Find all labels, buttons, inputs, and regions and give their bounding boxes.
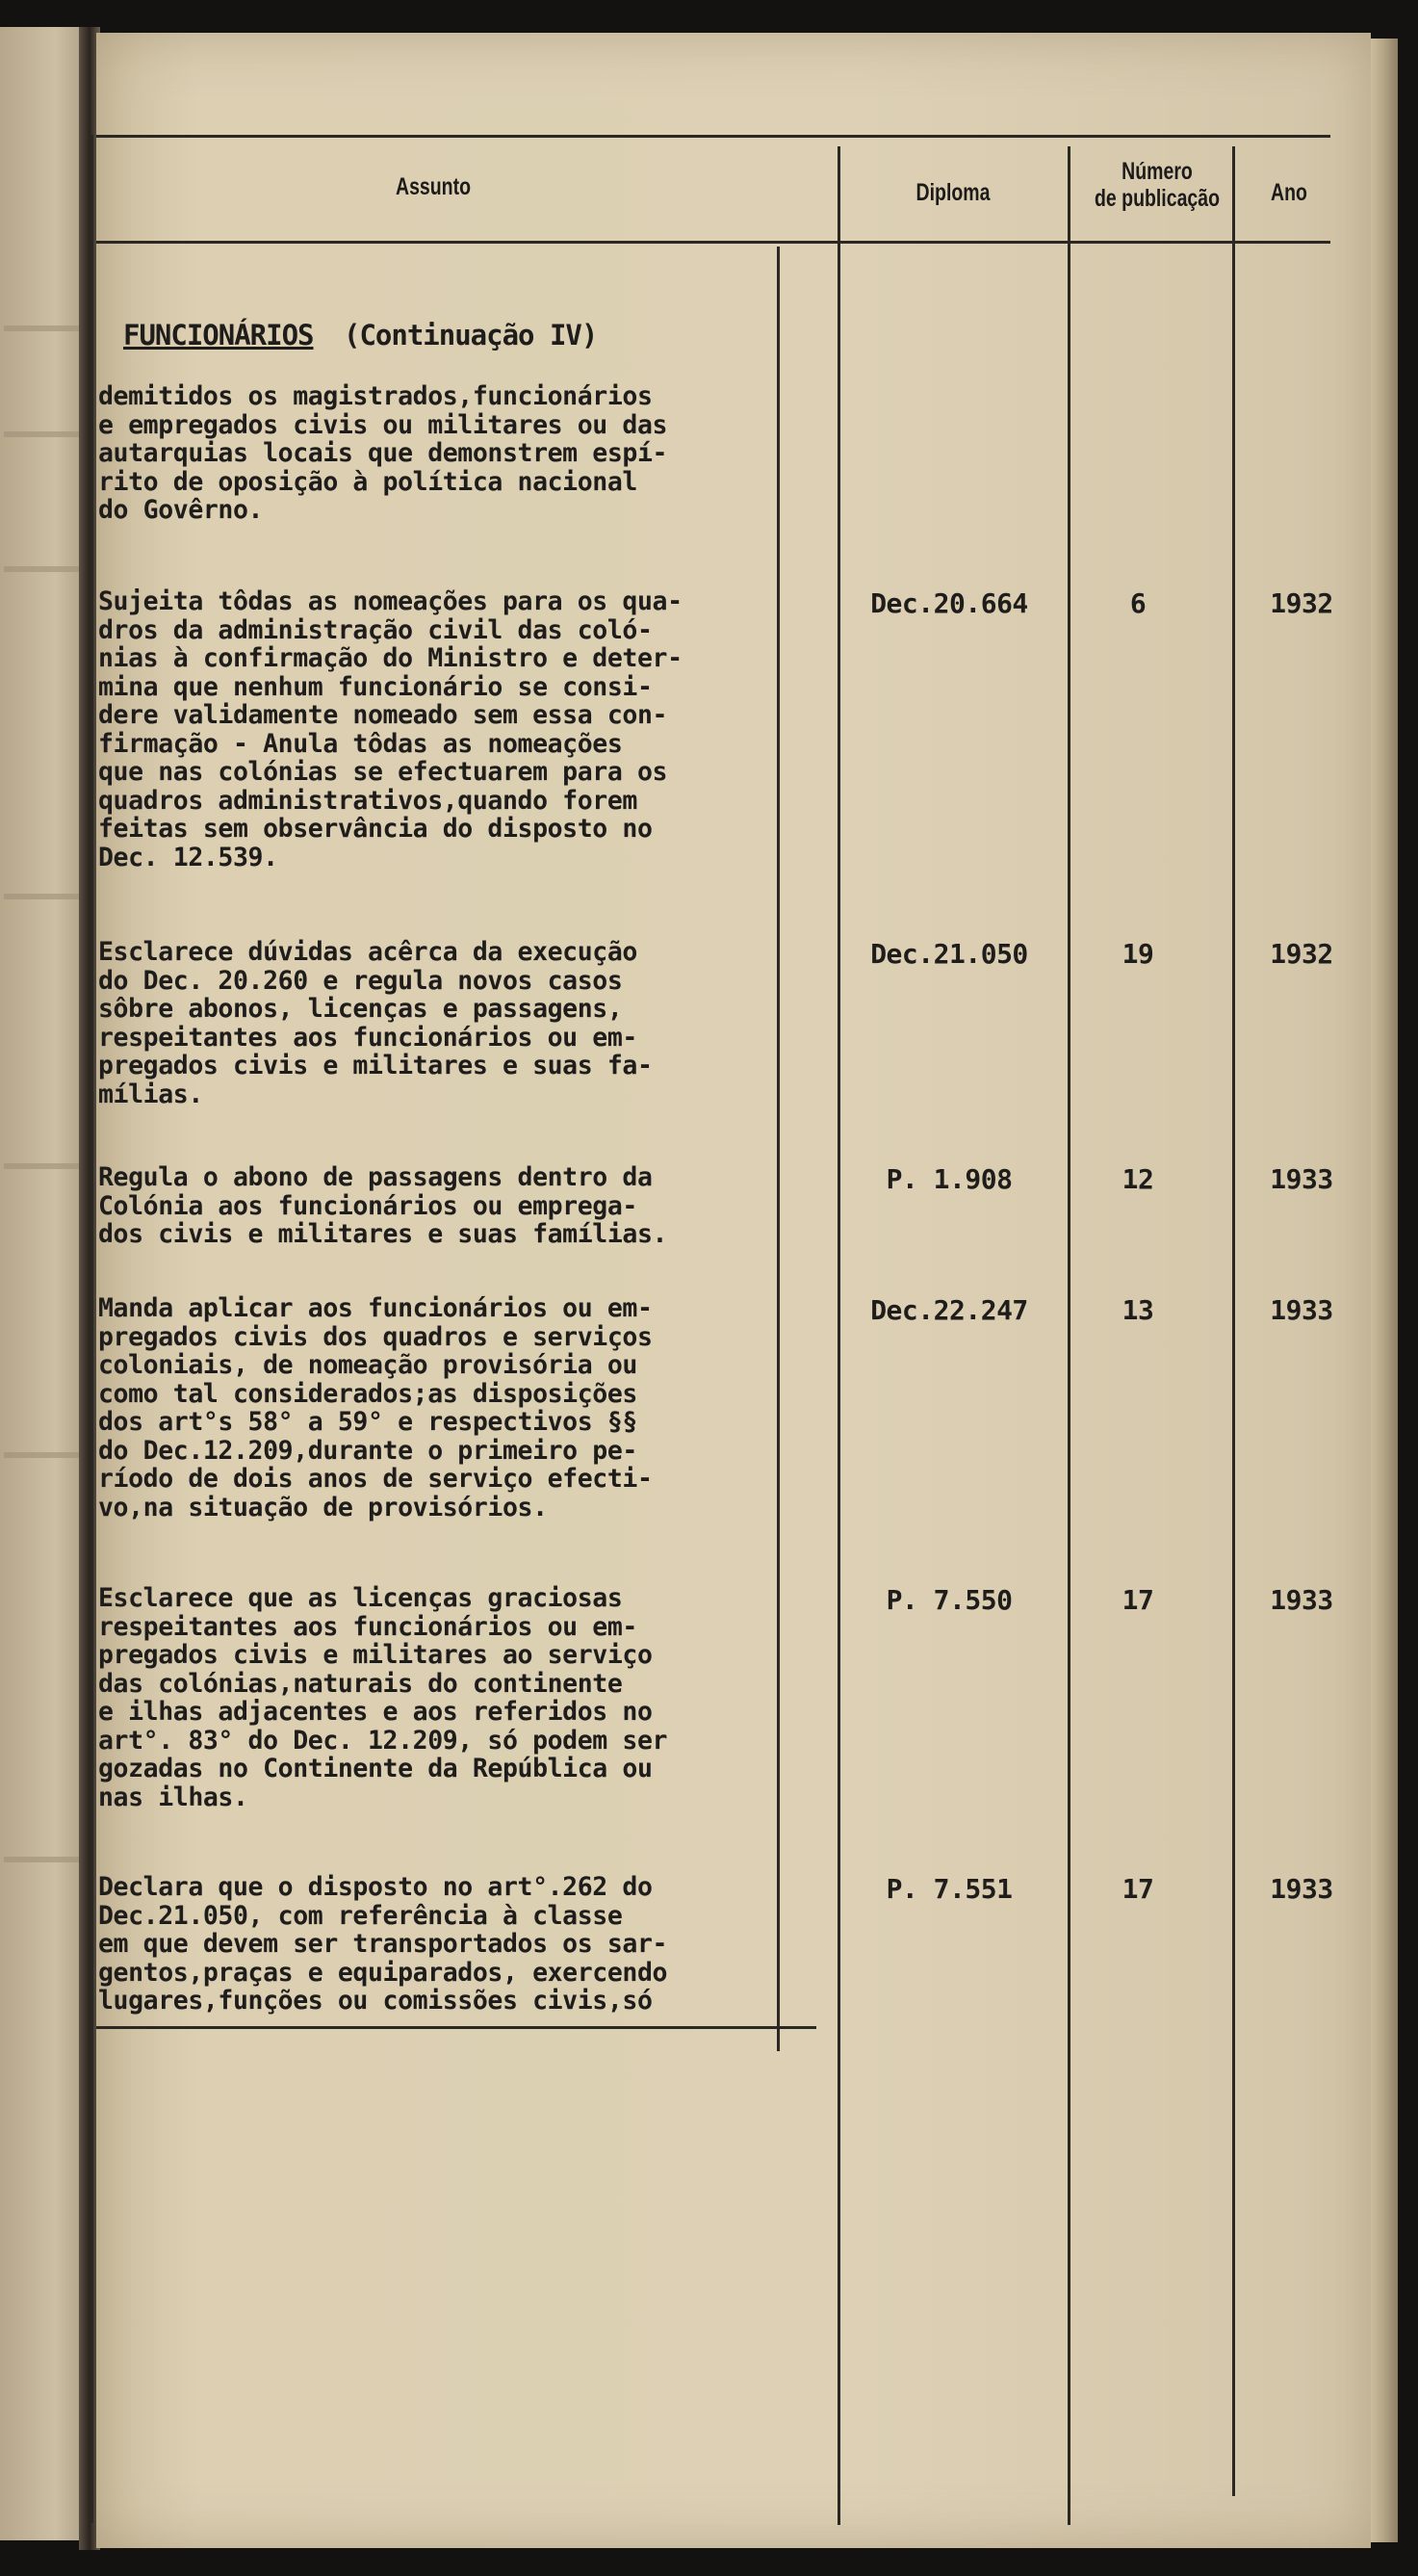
- entry-subject: Regula o abono de passagens dentro da Colónia aos funcionários ou emprega- dos civis e militares e suas famílias.: [98, 1162, 668, 1249]
- section-topic: FUNCIONÁRIOS: [123, 319, 314, 351]
- section-heading: [123, 319, 739, 351]
- entry-subject: Declara que o disposto no art°.262 do Dec.21.050, com referência à classe em que devem ser transportados os sar- gentos,praças e equiparados, exercendo lugares,funções ou comissões civis,só: [98, 1872, 668, 2016]
- entry-year: 1932: [1270, 938, 1333, 970]
- section-continuation: (Continuação IV): [343, 319, 598, 351]
- entry-year: 1933: [1270, 1294, 1333, 1326]
- entry-publication-number: 17: [1122, 1873, 1154, 1905]
- entry-publication-number: 19: [1122, 938, 1154, 970]
- column-divider-diploma: [838, 146, 840, 2525]
- table-header-bottom-rule: [96, 241, 1330, 244]
- header-ano: Ano: [1271, 179, 1307, 206]
- entry-subject: Esclarece que as licenças graciosas respeitantes aos funcionários ou em- pregados civis e militares ao serviço das colónias,naturais do continente e ilhas adjacentes e aos referidos no art°. 83° do Dec. 12.209, só podem ser gozadas no Continente da República ou nas ilhas.: [98, 1583, 668, 1812]
- entry-diploma: Dec.20.664: [870, 587, 1028, 619]
- header-diploma: Diploma: [915, 179, 991, 206]
- header-assunto: Assunto: [396, 173, 471, 200]
- table-top-rule: [96, 135, 1330, 138]
- entry-year: 1933: [1270, 1163, 1333, 1195]
- entry-diploma: P. 7.550: [886, 1584, 1013, 1616]
- entries-end-rule: [96, 2026, 816, 2029]
- entry-publication-number: 6: [1129, 587, 1147, 619]
- entry-diploma: P. 1.908: [886, 1163, 1013, 1195]
- entry-publication-number: 13: [1122, 1294, 1154, 1326]
- page-stack-edge: [1371, 39, 1398, 2542]
- entry-diploma: Dec.21.050: [870, 938, 1028, 970]
- entry-publication-number: 12: [1122, 1163, 1154, 1195]
- column-divider-left-margin: [90, 135, 93, 2523]
- entry-diploma: Dec.22.247: [870, 1294, 1028, 1326]
- entry-publication-number: 17: [1122, 1584, 1154, 1616]
- entry-subject: Esclarece dúvidas acêrca da execução do Dec. 20.260 e regula novos casos sôbre abonos, licenças e passagens, respeitantes aos funcionários ou em- pregados civis e militares e suas fa- mílias.: [98, 937, 653, 1109]
- entry-year: 1933: [1270, 1584, 1333, 1616]
- entry-year: 1933: [1270, 1873, 1333, 1905]
- entry-diploma: P. 7.551: [886, 1873, 1013, 1905]
- entry-year: 1932: [1270, 587, 1333, 619]
- entry-subject: Manda aplicar aos funcionários ou em- pregados civis dos quadros e serviços coloniais, de nomeação provisória ou como tal considerados;as disposições dos art°s 58° a 59° e respectivos §§ do Dec.12.209,durante o primeiro pe- ríodo de dois anos de serviço efecti- vo,na situação de provisórios.: [98, 1293, 653, 1522]
- header-numero: Número de publicação: [1094, 158, 1221, 212]
- entry-subject: demitidos os magistrados,funcionários e empregados civis ou militares ou das autarquias locais que demonstrem espí- rito de oposição à política nacional do Govêrno.: [98, 381, 668, 525]
- entry-subject: Sujeita tôdas as nomeações para os qua- dros da administração civil das coló- nias à confirmação do Ministro e deter- mina que nenhum funcionário se consi- dere validamente nomeado sem essa con- firmação - Anula tôdas as nomeações que nas colónias se efectuarem para os quadros administrativos,quando forem feitas sem observância do disposto no Dec. 12.539.: [98, 586, 683, 872]
- column-divider-numero: [1068, 146, 1070, 2525]
